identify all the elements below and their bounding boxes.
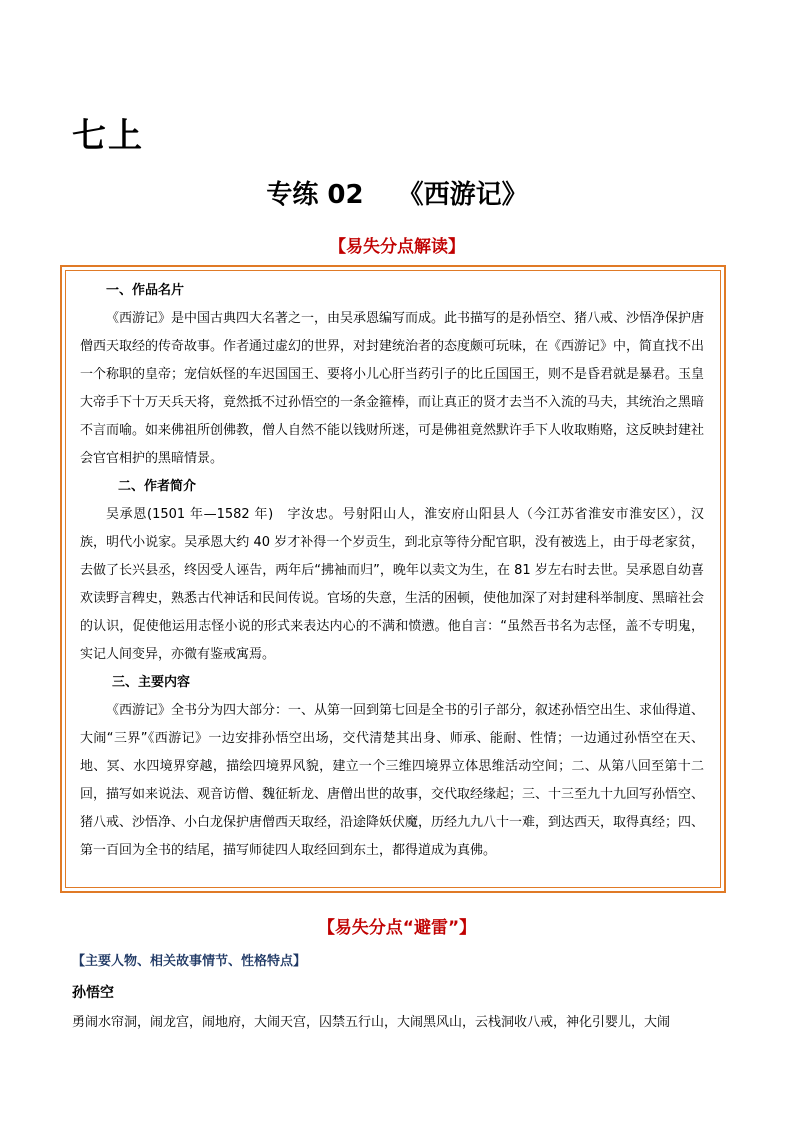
block-heading-author: 二、作者简介 <box>118 479 197 494</box>
grade-heading: 七上 <box>72 116 144 156</box>
characters-subheading: 【主要人物、相关故事情节、性格特点】 <box>72 954 307 969</box>
section2-heading: 【易失分点“避雷”】 <box>317 918 477 938</box>
character-name: 孙悟空 <box>72 985 114 1001</box>
section1-heading: 【易失分点解读】 <box>329 237 465 257</box>
block-heading-work: 一、作品名片 <box>106 283 185 298</box>
page-title <box>0 174 794 211</box>
analysis-box-inner <box>65 270 721 888</box>
character-text: 勇闹水帘洞，闹龙宫，闹地府，大闹天宫，囚禁五行山，大闹黑风山，云栈洞收八戒，神化引婴儿，大闹 <box>72 1015 671 1030</box>
block-heading-content: 三、主要内容 <box>112 675 191 690</box>
block-text-work: 《西游记》是中国古典四大名著之一，由吴承恩编写而成。此书描写的是孙悟空、猪八戒、沙悟净保护唐僧西天取经的传奇故事。作者通过虚幻的世界，对封建统治者的态度颇可玩味，在《西游记》中，简直找不出一个称职的皇帝；宠信妖怪的车迟国国王、要将小儿心肝当药引子的比丘国国王，则不是昏君就是暴君。玉皇大帝手下十万天兵天将，竟然抵不过孙悟空的一条金箍棒，而让真正的贤才去当不入流的马夫，其统治之黑暗不言而喻。如来佛祖所创佛教，僧人自然不能以钱财所迷，可是佛祖竟然默许手下人收取贿赂，这反映封建社会官官相护的黑暗情景。 <box>80 311 705 466</box>
title-prefix: 专练 02 <box>266 180 364 210</box>
block-text-content: 《西游记》全书分为四大部分：一、从第一回到第七回是全书的引子部分，叙述孙悟空出生、求仙得道、大闹“三界”《西游记》一边安排孙悟空出场，交代清楚其出身、师承、能耐、性情；一边通过孙悟空在天、地、冥、水四境界穿越，描绘四境界风貌，建立一个三维四境界立体思维活动空间；二、从第八回至第十二回，描写如来说法、观音访僧、魏征斩龙、唐僧出世的故事，交代取经缘起；三、十三至九十九回写孙悟空、猪八戒、沙悟净、小白龙保护唐僧西天取经，沿途降妖伏魔，历经九九八十一难，到达西天，取得真经；四、第一百回为全书的结尾，描写师徒四人取经回到东土，都得道成为真佛。 <box>80 703 705 858</box>
block-text-author: 吴承恩(1501 年—1582 年) 字汝忠。号射阳山人，淮安府山阳县人（今江苏省淮安市淮安区），汉族，明代小说家。吴承恩大约 40 岁才补得一个岁贡生，到北京等待分配官职，没有被选上，由于母老家贫，去做了长兴县丞，终因受人诬告，两年后“拂袖而归”，晚年以卖文为生，在 81 岁左右时去世。吴承恩自幼喜欢读野言稗史，熟悉古代神话和民间传说。官场的失意，生活的困顿，使他加深了对封建科举制度、黑暗社会的认识，促使他运用志怪小说的形式来表达内心的不满和愤懑。他自言：“虽然吾书名为志怪，盖不专明鬼，实记人间变异，亦微有鉴戒寓焉。 <box>80 507 705 662</box>
title-book: 《西游记》 <box>397 180 528 210</box>
analysis-box <box>60 265 726 893</box>
